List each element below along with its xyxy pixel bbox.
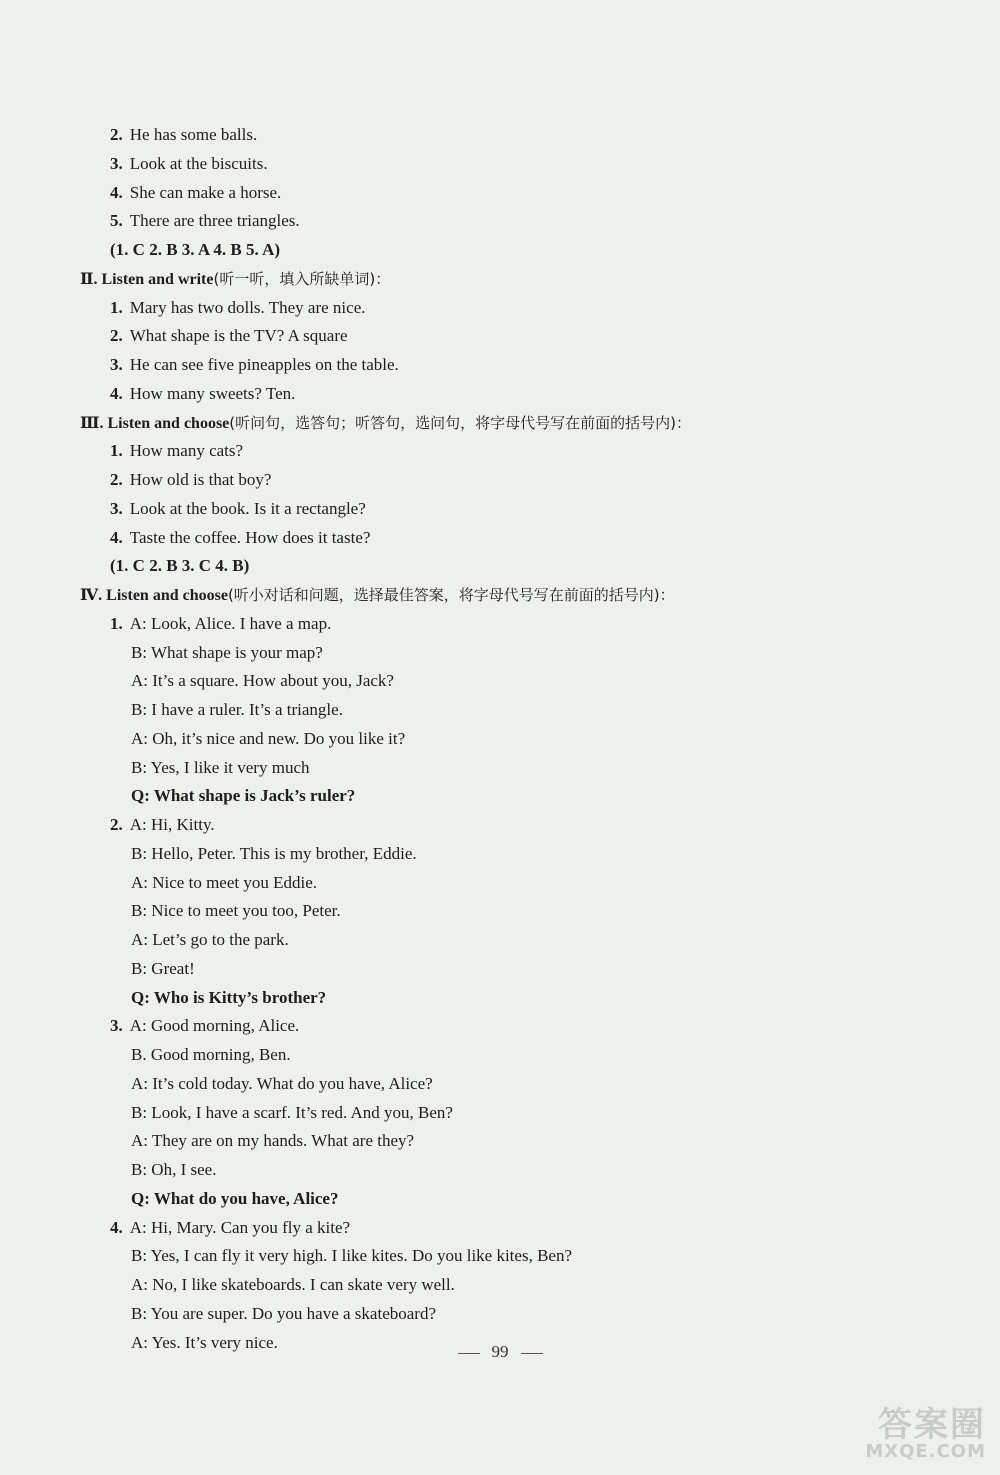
item-number: 4.	[110, 182, 123, 202]
section-heading-title: Ⅱ. Listen and write	[80, 270, 214, 288]
dialogue-line: B: I have a ruler. It’s a triangle.	[131, 700, 343, 719]
dialogue-question: Q: Who is Kitty’s brother?	[131, 987, 327, 1007]
dialogue-line: B: Oh, I see.	[131, 1160, 217, 1179]
list-item	[110, 814, 215, 836]
item-number: 2.	[110, 326, 123, 346]
list-item	[110, 613, 331, 635]
item-text: How many sweets? Ten.	[129, 383, 296, 403]
list-item	[110, 469, 271, 491]
item-text: How many cats?	[129, 441, 244, 461]
item-number: 4.	[110, 383, 123, 403]
item-number: 1.	[110, 297, 123, 317]
dialogue-line: A: Oh, it’s nice and new. Do you like it?	[131, 728, 406, 748]
item-number: 1.	[110, 613, 123, 633]
footer-dash-left	[458, 1353, 480, 1354]
item-text: Taste the coffee. How does it taste?	[129, 527, 371, 547]
item-number: 2.	[110, 125, 123, 144]
item-number: 2.	[110, 470, 123, 489]
item-number: 4.	[110, 527, 123, 547]
item-text: There are three triangles.	[129, 211, 300, 231]
footer-dash-right	[521, 1353, 543, 1354]
dialogue-line: B: Yes, I can fly it very high. I like kites. Do you like kites, Ben?	[131, 1246, 572, 1266]
item-number: 3.	[110, 1016, 123, 1036]
section-heading-instruction: (听一听，填入所缺单词)：	[213, 269, 391, 288]
dialogue-line: B: Hello, Peter. This is my brother, Eddie.	[131, 843, 417, 863]
section-heading	[80, 268, 390, 291]
section-heading-title: Ⅳ. Listen and choose	[80, 587, 228, 604]
item-number: 4.	[110, 1217, 123, 1237]
item-text: He has some balls.	[129, 125, 258, 144]
dialogue-line: A: It’s a square. How about you, Jack?	[131, 671, 394, 691]
dialogue-line: B: You are super. Do you have a skateboard?	[131, 1303, 436, 1323]
list-item	[110, 182, 281, 204]
item-text: A: Hi, Kitty.	[129, 815, 215, 834]
item-text: She can make a horse.	[129, 182, 282, 202]
dialogue-line: A: No, I like skateboards. I can skate very well.	[131, 1275, 455, 1294]
page-footer	[0, 1342, 1000, 1362]
answer-key: (1. C 2. B 3. C 4. B)	[110, 556, 250, 576]
list-item	[110, 325, 348, 347]
list-item	[110, 354, 399, 376]
section-heading-title: Ⅲ. Listen and choose	[80, 414, 230, 432]
item-number: 3.	[110, 498, 123, 518]
dialogue-line: B: Nice to meet you too, Peter.	[131, 901, 341, 921]
item-number: 2.	[110, 815, 123, 834]
item-number: 1.	[110, 441, 123, 461]
list-item	[110, 1015, 299, 1037]
dialogue-line: B. Good morning, Ben.	[131, 1045, 291, 1064]
item-text: How old is that boy?	[129, 470, 272, 489]
answer-key: (1. C 2. B 3. A 4. B 5. A)	[110, 240, 281, 259]
dialogue-line: B: What shape is your map?	[131, 642, 323, 662]
dialogue-question: Q: What do you have, Alice?	[131, 1188, 339, 1208]
item-text: A: Hi, Mary. Can you fly a kite?	[129, 1217, 351, 1237]
item-text: Look at the book. Is it a rectangle?	[129, 498, 366, 518]
item-text: Mary has two dolls. They are nice.	[129, 297, 366, 317]
list-item	[110, 210, 300, 232]
section-heading	[80, 584, 675, 607]
item-number: 3.	[110, 355, 123, 374]
watermark-url: MXQE.COM	[865, 1441, 986, 1462]
list-item	[110, 153, 268, 175]
item-text: A: Look, Alice. I have a map.	[129, 613, 332, 633]
section-heading	[80, 412, 691, 435]
item-text: Look at the biscuits.	[129, 153, 268, 173]
page-number: 99	[491, 1342, 509, 1361]
item-text: A: Good morning, Alice.	[129, 1016, 300, 1036]
watermark-text: 答案圈	[878, 1405, 986, 1445]
dialogue-line: B: Look, I have a scarf. It’s red. And you, Ben?	[131, 1102, 453, 1122]
list-item	[110, 383, 295, 405]
dialogue-line: A: Nice to meet you Eddie.	[131, 872, 318, 892]
list-item	[110, 527, 370, 549]
section-heading-instruction: (听问句，选答句；听答句，选问句，将字母代号写在前面的括号内)：	[229, 413, 691, 432]
list-item	[110, 297, 365, 319]
list-item	[110, 124, 257, 146]
item-number: 5.	[110, 211, 123, 231]
section-heading-instruction: (听小对话和问题，选择最佳答案，将字母代号写在前面的括号内)：	[227, 586, 675, 604]
dialogue-line: B: Yes, I like it very much	[131, 757, 310, 777]
dialogue-question: Q: What shape is Jack’s ruler?	[131, 786, 356, 806]
item-text: He can see five pineapples on the table.	[129, 355, 399, 374]
dialogue-line: B: Great!	[131, 958, 195, 978]
dialogue-line: A: Let’s go to the park.	[131, 930, 289, 949]
dialogue-line: A: Yes. It’s very nice.	[131, 1332, 278, 1352]
list-item	[110, 1217, 350, 1239]
item-text: What shape is the TV? A square	[129, 326, 348, 346]
dialogue-line: A: They are on my hands. What are they?	[131, 1131, 415, 1151]
watermark-logo	[865, 1405, 986, 1462]
dialogue-line: A: It’s cold today. What do you have, Alice?	[131, 1073, 433, 1093]
list-item	[110, 498, 366, 520]
list-item	[110, 440, 243, 462]
item-number: 3.	[110, 153, 123, 173]
